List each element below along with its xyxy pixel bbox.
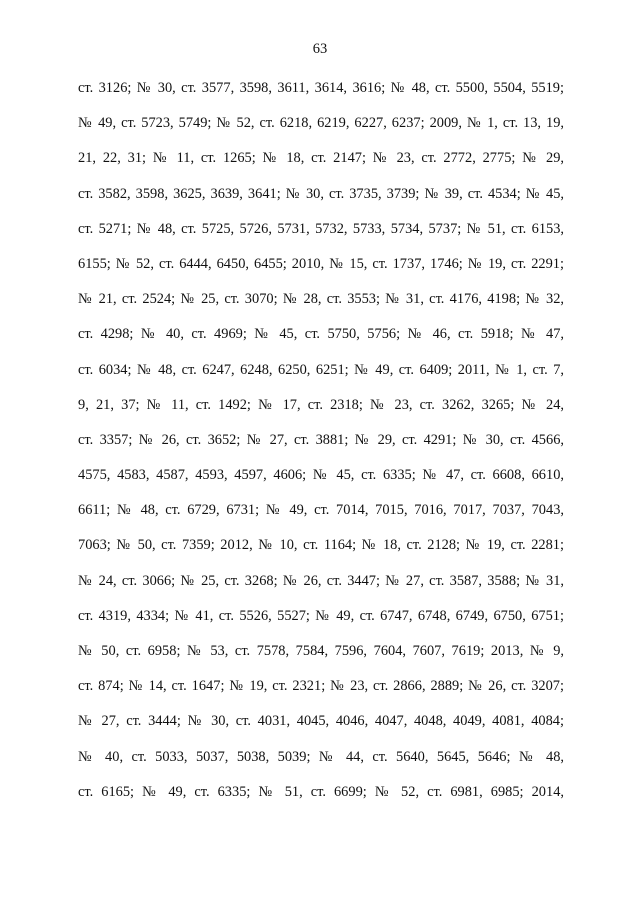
text-line: 21, 22, 31; № 11, ст. 1265; № 18, ст. 2147; № 23, ст. 2772, 2775; № 29,: [78, 150, 564, 167]
text-line: 7063; № 50, ст. 7359; 2012, № 10, ст. 1164; № 18, ст. 2128; № 19, ст. 2281;: [78, 537, 564, 554]
page-number: 63: [312, 41, 328, 57]
text-line: 6611; № 48, ст. 6729, 6731; № 49, ст. 7014, 7015, 7016, 7017, 7037, 7043,: [78, 502, 564, 519]
text-line: № 21, ст. 2524; № 25, ст. 3070; № 28, ст. 3553; № 31, ст. 4176, 4198; № 32,: [78, 291, 564, 308]
text-line: ст. 5271; № 48, ст. 5725, 5726, 5731, 5732, 5733, 5734, 5737; № 51, ст. 6153,: [78, 220, 564, 237]
text-line: ст. 6034; № 48, ст. 6247, 6248, 6250, 6251; № 49, ст. 6409; 2011, № 1, ст. 7,: [78, 361, 564, 378]
text-line: № 50, ст. 6958; № 53, ст. 7578, 7584, 7596, 7604, 7607, 7619; 2013, № 9,: [78, 643, 564, 659]
text-line: № 27, ст. 3444; № 30, ст. 4031, 4045, 4046, 4047, 4048, 4049, 4081, 4084;: [78, 713, 564, 730]
text-line: № 24, ст. 3066; № 25, ст. 3268; № 26, ст. 3447; № 27, ст. 3587, 3588; № 31,: [78, 572, 564, 589]
text-line: ст. 4298; № 40, ст. 4969; № 45, ст. 5750, 5756; № 46, ст. 5918; № 47,: [78, 326, 564, 343]
text-line: ст. 3582, 3598, 3625, 3639, 3641; № 30, ст. 3735, 3739; № 39, ст. 4534; № 45,: [78, 185, 564, 202]
text-line: ст. 6165; № 49, ст. 6335; № 51, ст. 6699; № 52, ст. 6981, 6985; 2014,: [78, 783, 564, 800]
text-line: 6155; № 52, ст. 6444, 6450, 6455; 2010, № 15, ст. 1737, 1746; № 19, ст. 2291;: [78, 255, 564, 272]
text-line: ст. 874; № 14, ст. 1647; № 19, ст. 2321; № 23, ст. 2866, 2889; № 26, ст. 3207;: [78, 678, 564, 695]
text-line: № 49, ст. 5723, 5749; № 52, ст. 6218, 6219, 6227, 6237; 2009, № 1, ст. 13, 19,: [78, 115, 564, 132]
text-line: № 40, ст. 5033, 5037, 5038, 5039; № 44, ст. 5640, 5645, 5646; № 48,: [78, 748, 564, 765]
body-text: [78, 71, 564, 810]
text-line: ст. 3357; № 26, ст. 3652; № 27, ст. 3881; № 29, ст. 4291; № 30, ст. 4566,: [78, 431, 564, 448]
text-line: ст. 4319, 4334; № 41, ст. 5526, 5527; № 49, ст. 6747, 6748, 6749, 6750, 6751;: [78, 607, 564, 624]
text-line: 9, 21, 37; № 11, ст. 1492; № 17, ст. 2318; № 23, ст. 3262, 3265; № 24,: [78, 396, 564, 413]
text-line: ст. 3126; № 30, ст. 3577, 3598, 3611, 3614, 3616; № 48, ст. 5500, 5504, 5519;: [78, 80, 564, 96]
text-line: 4575, 4583, 4587, 4593, 4597, 4606; № 45, ст. 6335; № 47, ст. 6608, 6610,: [78, 467, 564, 484]
